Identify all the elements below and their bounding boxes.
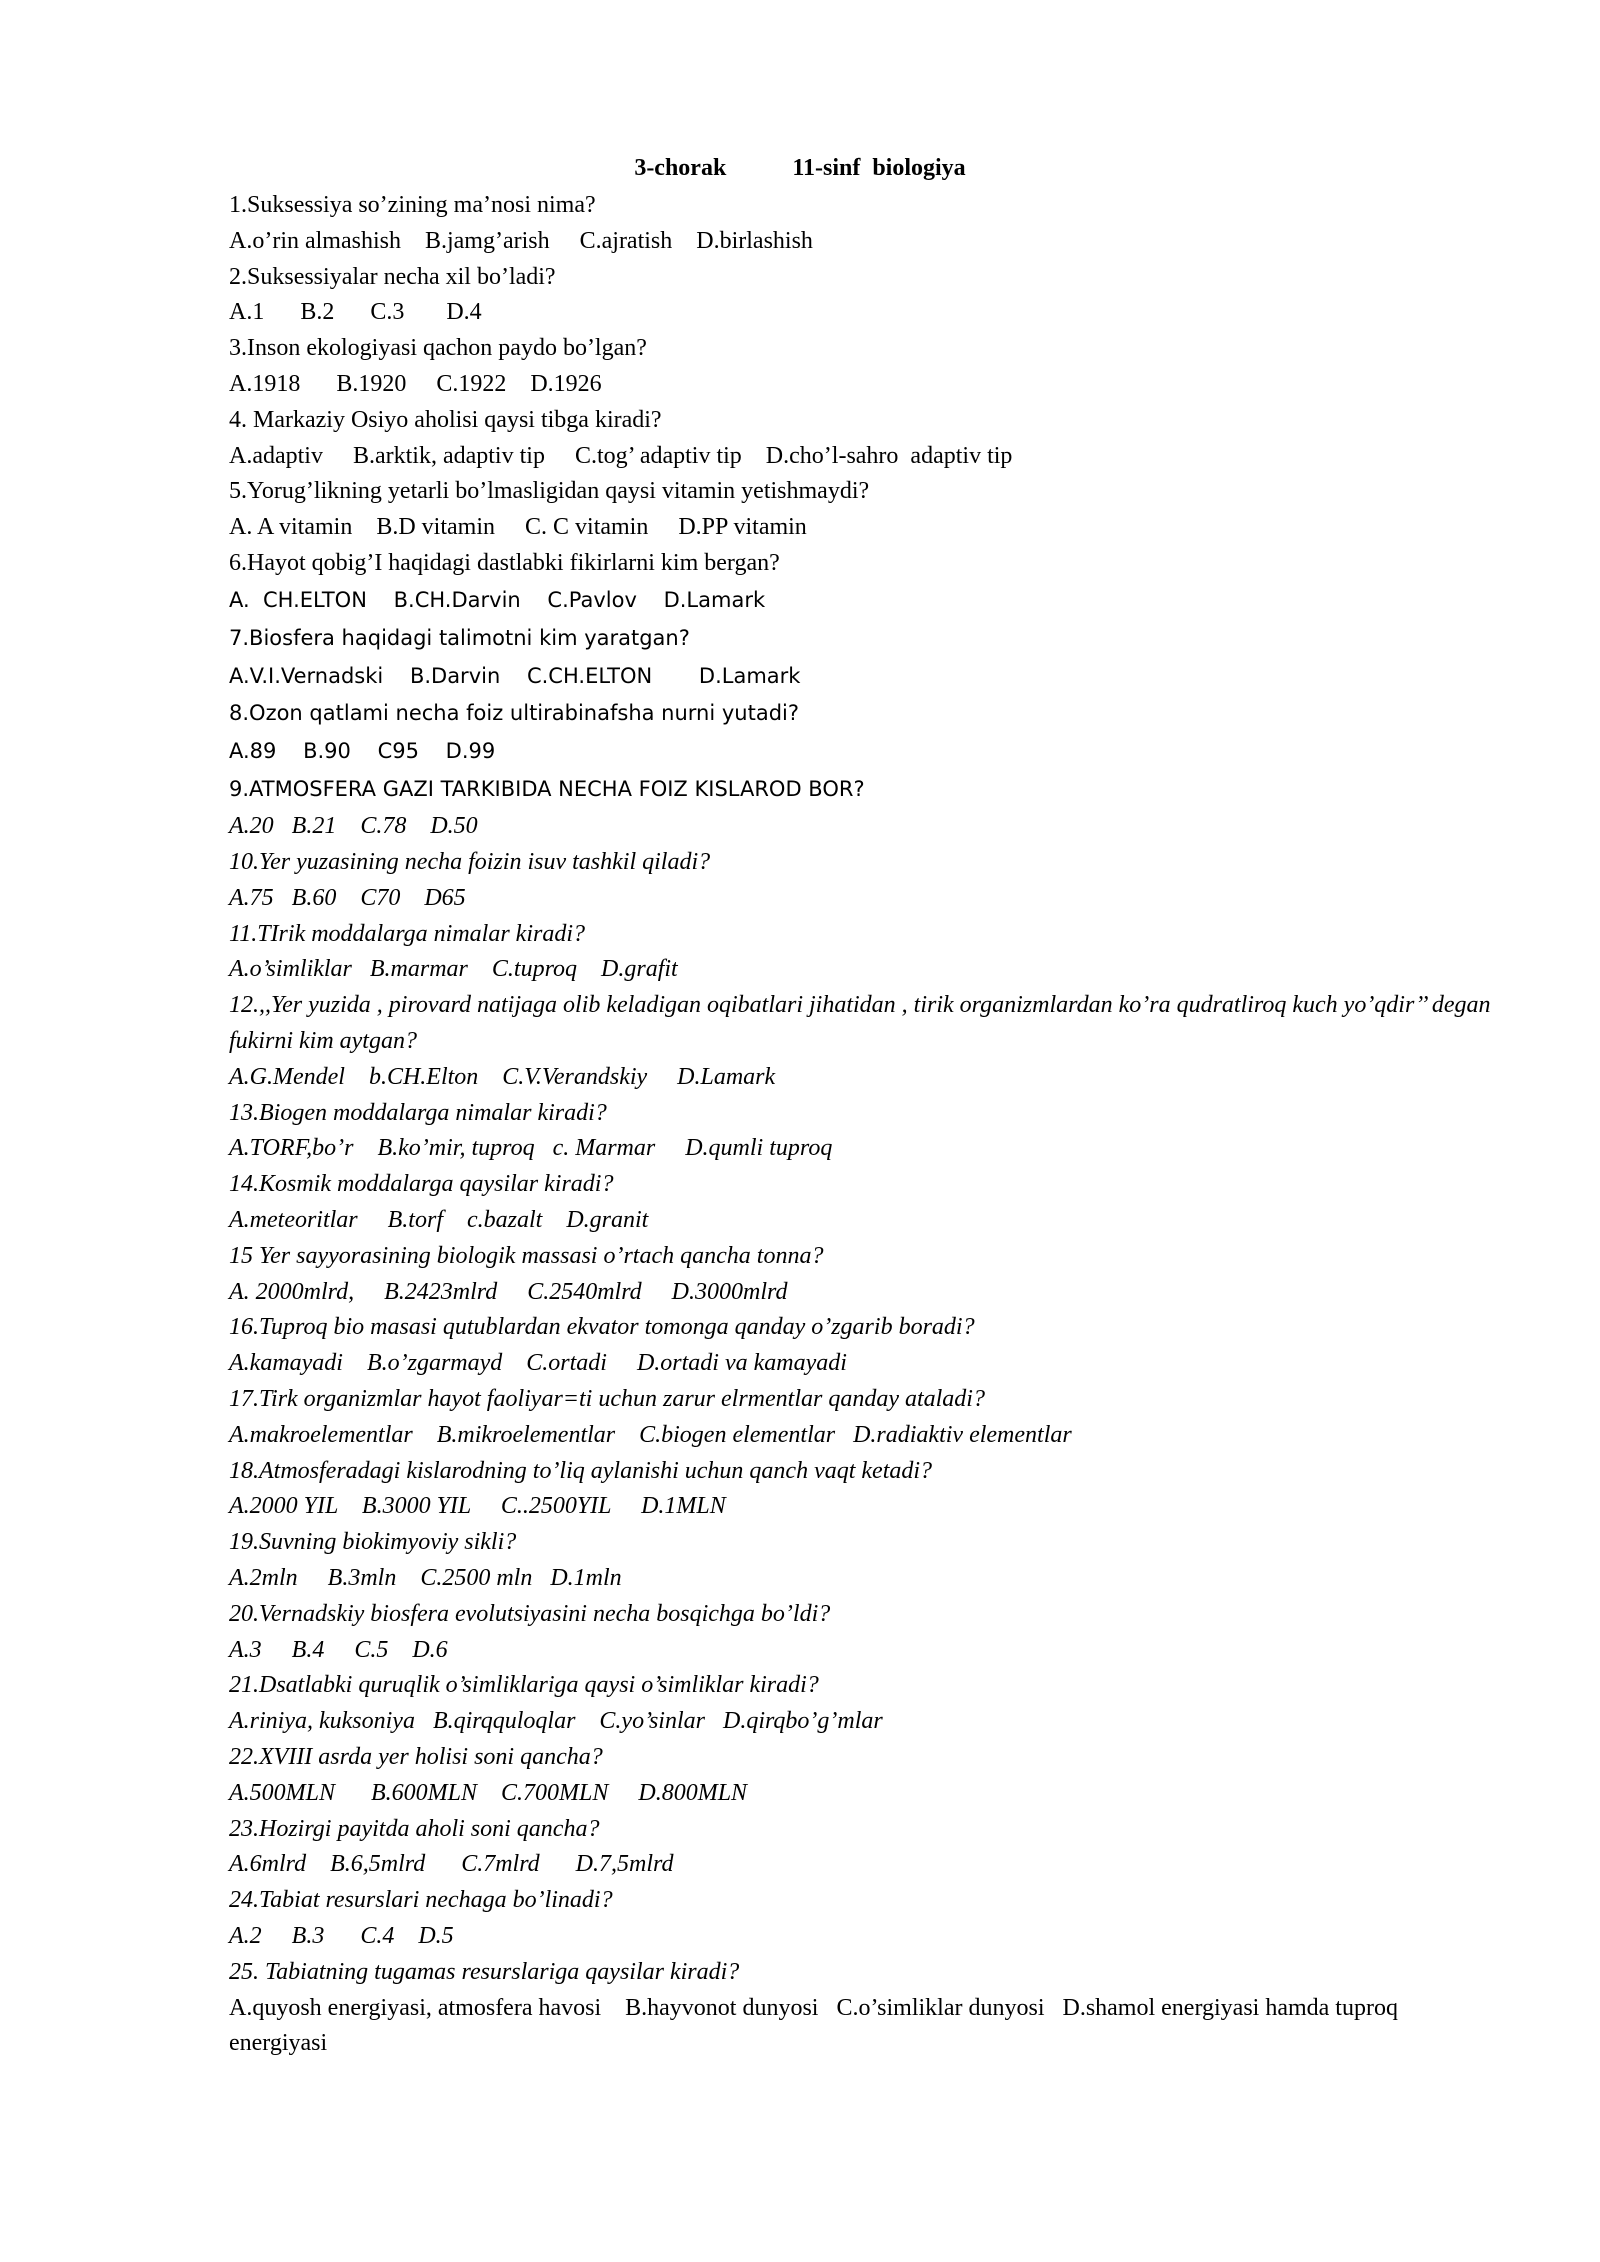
answers-22: A.500MLN B.600MLN C.700MLN D.800MLN xyxy=(229,1779,748,1806)
answers-25: A.quyosh energiyasi, atmosfera havosi B.hayvonot dunyosi C.o’simliklar dunyosi D.shamol energiyasi hamda tuproq energiyasi xyxy=(229,1994,1404,2057)
question-13: 13.Biogen moddalarga nimalar kiradi? xyxy=(229,1099,607,1126)
question-2: 2.Suksessiyalar necha xil bo’ladi? xyxy=(229,263,556,290)
answers-8: A.89 B.90 C95 D.99 xyxy=(229,739,496,764)
answers-17: A.makroelementlar B.mikroelementlar C.biogen elementlar D.radiaktiv elementlar xyxy=(229,1421,1072,1448)
question-11: 11.TIrik moddalarga nimalar kiradi? xyxy=(229,920,586,947)
question-1: 1.Suksessiya so’zining ma’nosi nima? xyxy=(229,192,596,218)
question-9: 9.ATMOSFERA GAZI TARKIBIDA NECHA FOIZ KISLAROD BOR? xyxy=(229,777,865,802)
quarter-label: 3-chorak xyxy=(634,155,727,181)
answers-23: A.6mlrd B.6,5mlrd C.7mlrd D.7,5mlrd xyxy=(229,1851,674,1878)
question-10: 10.Yer yuzasining necha foizin isuv tashkil qiladi? xyxy=(229,849,711,875)
answers-12: A.G.Mendel b.CH.Elton C.V.Verandskiy D.Lamark xyxy=(229,1063,776,1090)
question-21: 21.Dsatlabki quruqlik o’simliklariga qaysi o’simliklar kiradi? xyxy=(229,1672,819,1699)
question-list xyxy=(229,188,1497,2062)
answers-15: A. 2000mlrd, B.2423mlrd C.2540mlrd D.3000mlrd xyxy=(229,1278,788,1305)
question-24: 24.Tabiat resurslari nechaga bo’linadi? xyxy=(229,1887,613,1914)
answers-18: A.2000 YIL B.3000 YIL C..2500YIL D.1MLN xyxy=(229,1493,726,1520)
answers-13: A.TORF,bo’r B.ko’mir, tuproq c. Marmar D.qumli tuproq xyxy=(229,1135,833,1162)
page-title xyxy=(0,150,1600,186)
answers-16: A.kamayadi B.o’zgarmayd C.ortadi D.ortadi va kamayadi xyxy=(229,1350,847,1377)
subject-label: 11-sinf biologiya xyxy=(792,155,966,181)
question-19: 19.Suvning biokimyoviy sikli? xyxy=(229,1529,517,1556)
answers-4: A.adaptiv B.arktik, adaptiv tip C.tog’ adaptiv tip D.cho’l-sahro adaptiv tip xyxy=(229,442,1013,469)
answers-1: A.o’rin almashish B.jamg’arish C.ajratish D.birlashish xyxy=(229,227,813,254)
question-16: 16.Tuproq bio masasi qutublardan ekvator tomonga qanday o’zgarib boradi? xyxy=(229,1314,975,1341)
answers-14: A.meteoritlar B.torf c.bazalt D.granit xyxy=(229,1206,649,1233)
question-14: 14.Kosmik moddalarga qaysilar kiradi? xyxy=(229,1171,614,1198)
answers-24: A.2 B.3 C.4 D.5 xyxy=(229,1922,454,1949)
question-4: 4. Markaziy Osiyo aholisi qaysi tibga kiradi? xyxy=(229,406,662,433)
answers-9: A.20 B.21 C.78 D.50 xyxy=(229,813,478,840)
answers-3: A.1918 B.1920 C.1922 D.1926 xyxy=(229,370,602,397)
answers-19: A.2mln B.3mln C.2500 mln D.1mln xyxy=(229,1564,622,1591)
answers-6: A. CH.ELTON B.CH.Darvin C.Pavlov D.Lamark xyxy=(229,587,766,612)
question-18: 18.Atmosferadagi kislarodning to’liq aylanishi uchun qanch vaqt ketadi? xyxy=(229,1457,933,1484)
question-25: 25. Tabiatning tugamas resurslariga qaysilar kiradi? xyxy=(229,1958,740,1985)
question-6: 6.Hayot qobig’I haqidagi dastlabki fikirlarni kim bergan? xyxy=(229,549,780,576)
question-3: 3.Inson ekologiyasi qachon paydo bo’lgan? xyxy=(229,335,647,362)
question-23: 23.Hozirgi payitda aholi soni qancha? xyxy=(229,1815,600,1842)
answers-5: A. A vitamin B.D vitamin C. C vitamin D.PP vitamin xyxy=(229,514,807,541)
question-17: 17.Tirk organizmlar hayot faoliyar=ti uchun zarur elrmentlar qanday ataladi? xyxy=(229,1385,985,1412)
question-5: 5.Yorug’likning yetarli bo’lmasligidan qaysi vitamin yetishmaydi? xyxy=(229,478,870,505)
answers-7: A.V.I.Vernadski B.Darvin C.CH.ELTON D.Lamark xyxy=(229,663,801,688)
question-12: 12.,,Yer yuzida , pirovard natijaga olib keladigan oqibatlari jihatidan , tirik organizmlardan ko’ra qudratliroq kuch yo’qdir’’ degan fukirni kim aytgan? xyxy=(229,992,1497,1054)
answers-11: A.o’simliklar B.marmar C.tuproq D.grafit xyxy=(229,956,678,983)
question-22: 22.XVIII asrda yer holisi soni qancha? xyxy=(229,1743,603,1770)
question-15: 15 Yer sayyorasining biologik massasi o’rtach qancha tonna? xyxy=(229,1242,824,1269)
answers-21: A.riniya, kuksoniya B.qirqquloqlar C.yo’sinlar D.qirqbo’g’mlar xyxy=(229,1708,883,1735)
answers-2: A.1 B.2 C.3 D.4 xyxy=(229,299,482,326)
answers-10: A.75 B.60 C70 D65 xyxy=(229,884,466,911)
question-20: 20.Vernadskiy biosfera evolutsiyasini necha bosqichga bo’ldi? xyxy=(229,1600,831,1627)
answers-20: A.3 B.4 C.5 D.6 xyxy=(229,1636,448,1663)
question-8: 8.Ozon qatlami necha foiz ultirabinafsha nurni yutadi? xyxy=(229,701,800,726)
question-7: 7.Biosfera haqidagi talimotni kim yaratgan? xyxy=(229,625,690,650)
